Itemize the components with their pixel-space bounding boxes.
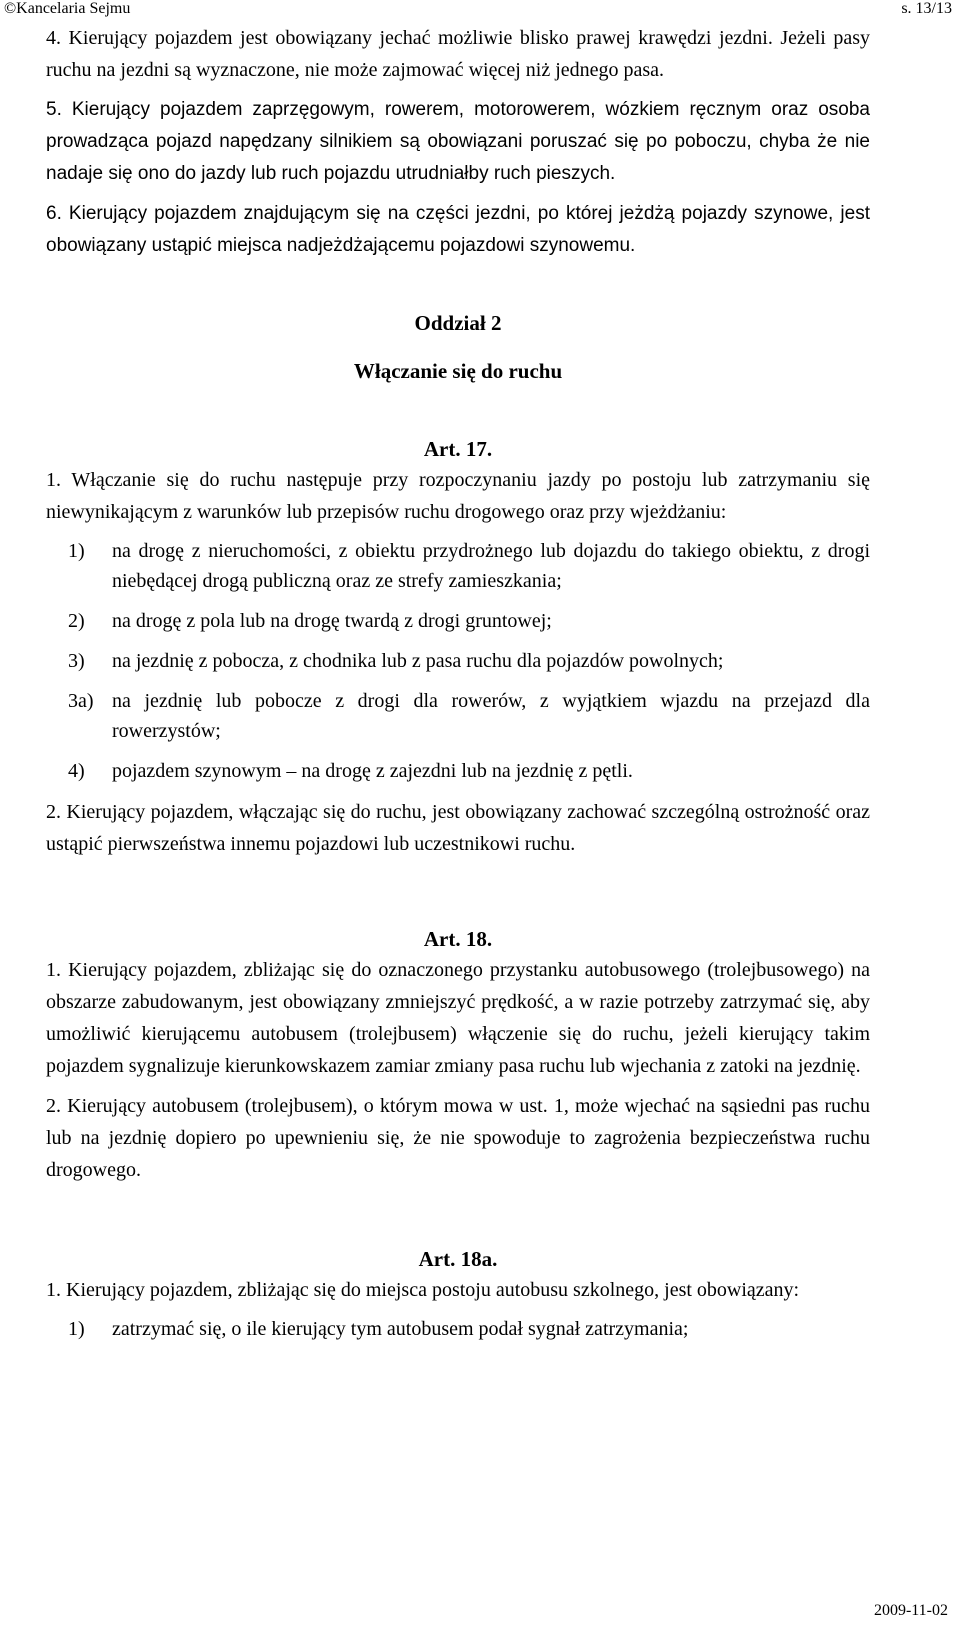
- paragraph-6: 6. Kierujący pojazdem znajdującym się na części jezdni, po której jeżdżą pojazdy szynowe, jest obowiązany ustąpić miejsca nadjeżdżającemu pojazdowi szynowemu.: [46, 203, 870, 256]
- section-label: Oddział 2: [414, 311, 502, 335]
- list-item-text: pojazdem szynowym – na drogę z zajezdni lub na jezdnię z pętli.: [112, 760, 633, 782]
- art17-paragraph-1: 1. Włączanie się do ruchu następuje przy rozpoczynaniu jazdy po postoju lub zatrzymaniu się niewynikającym z warunków lub przepisów ruchu drogowego oraz przy wjeżdżaniu:: [46, 469, 870, 523]
- art18-paragraph-1: 1. Kierujący pojazdem, zbliżając się do oznaczonego przystanku autobusowego (trolejbusowego) na obszarze zabudowanym, jest obowiązany zmniejszyć prędkość, a w razie potrzeby zatrzymać się, aby umożliwić kierującemu autobusem (trolejbusem) włączenie się do ruchu, jeżeli kierujący takim pojazdem sygnalizuje kierunkowskazem zamiar zmiany pasa ruchu lub wjechania z zatoki na jezdnię.: [46, 959, 870, 1077]
- list-item-text: zatrzymać się, o ile kierujący tym autobusem podał sygnał zatrzymania;: [112, 1318, 689, 1340]
- list-item-number: 2): [68, 610, 85, 632]
- list-item-text: na drogę z nieruchomości, z obiektu przydrożnego lub dojazdu do takiego obiektu, z drogi niebędącej drogą publiczną oraz ze strefy zamieszkania;: [112, 540, 870, 592]
- list-item-number: 3): [68, 650, 85, 672]
- list-item: [68, 646, 870, 676]
- art17-title: Art. 17.: [423, 437, 493, 461]
- list-item-text: na jezdnię lub pobocze z drogi dla rowerów, z wyjątkiem wjazdu na przejazd dla rowerzystów;: [112, 690, 870, 742]
- list-item-number: 3a): [68, 690, 94, 712]
- list-item: [68, 686, 870, 746]
- list-item-number: 1): [68, 1318, 85, 1340]
- list-item-text: na jezdnię z pobocza, z chodnika lub z pasa ruchu dla pojazdów powolnych;: [112, 650, 724, 672]
- list-item: [68, 1314, 870, 1344]
- list-item: [68, 606, 870, 636]
- list-item-text: na drogę z pola lub na drogę twardą z drogi gruntowej;: [112, 610, 552, 632]
- list-item: [68, 756, 870, 786]
- paragraph-4: 4. Kierujący pojazdem jest obowiązany jechać możliwie blisko prawej krawędzi jezdni. Jeżeli pasy ruchu na jezdni są wyznaczone, nie może zajmować więcej niż jednego pasa.: [46, 27, 870, 81]
- list-item-number: 4): [68, 760, 85, 782]
- footer-date: 2009-11-02: [873, 1602, 948, 1619]
- header-source: ©Kancelaria Sejmu: [4, 0, 131, 17]
- section-title: Włączanie się do ruchu: [353, 359, 563, 383]
- art18-title: Art. 18.: [423, 927, 493, 951]
- page-number: s. 13/13: [901, 0, 952, 17]
- art18-paragraph-2: 2. Kierujący autobusem (trolejbusem), o którym mowa w ust. 1, może wjechać na sąsiedni pas ruchu lub na jezdnię dopiero po upewnieniu się, że nie spowoduje to zagrożenia bezpieczeństwa ruchu drogowego.: [46, 1095, 870, 1181]
- art18a-title: Art. 18a.: [418, 1247, 498, 1271]
- art17-paragraph-2: 2. Kierujący pojazdem, włączając się do ruchu, jest obowiązany zachować szczególną ostrożność oraz ustąpić pierwszeństwa innemu pojazdowi lub uczestnikowi ruchu.: [46, 801, 870, 855]
- list-item: [68, 536, 870, 596]
- document-page: [46, 22, 870, 1354]
- paragraph-5: 5. Kierujący pojazdem zaprzęgowym, rowerem, motorowerem, wózkiem ręcznym oraz osoba prowadząca pojazd napędzany silnikiem są obowiązani poruszać się po poboczu, chyba że nie nadaje się ono do jazdy lub ruch pojazdu utrudniałby ruch pieszych.: [46, 99, 870, 184]
- art18a-paragraph-1: 1. Kierujący pojazdem, zbliżając się do miejsca postoju autobusu szkolnego, jest obowiązany:: [46, 1279, 800, 1301]
- list-item-number: 1): [68, 540, 85, 562]
